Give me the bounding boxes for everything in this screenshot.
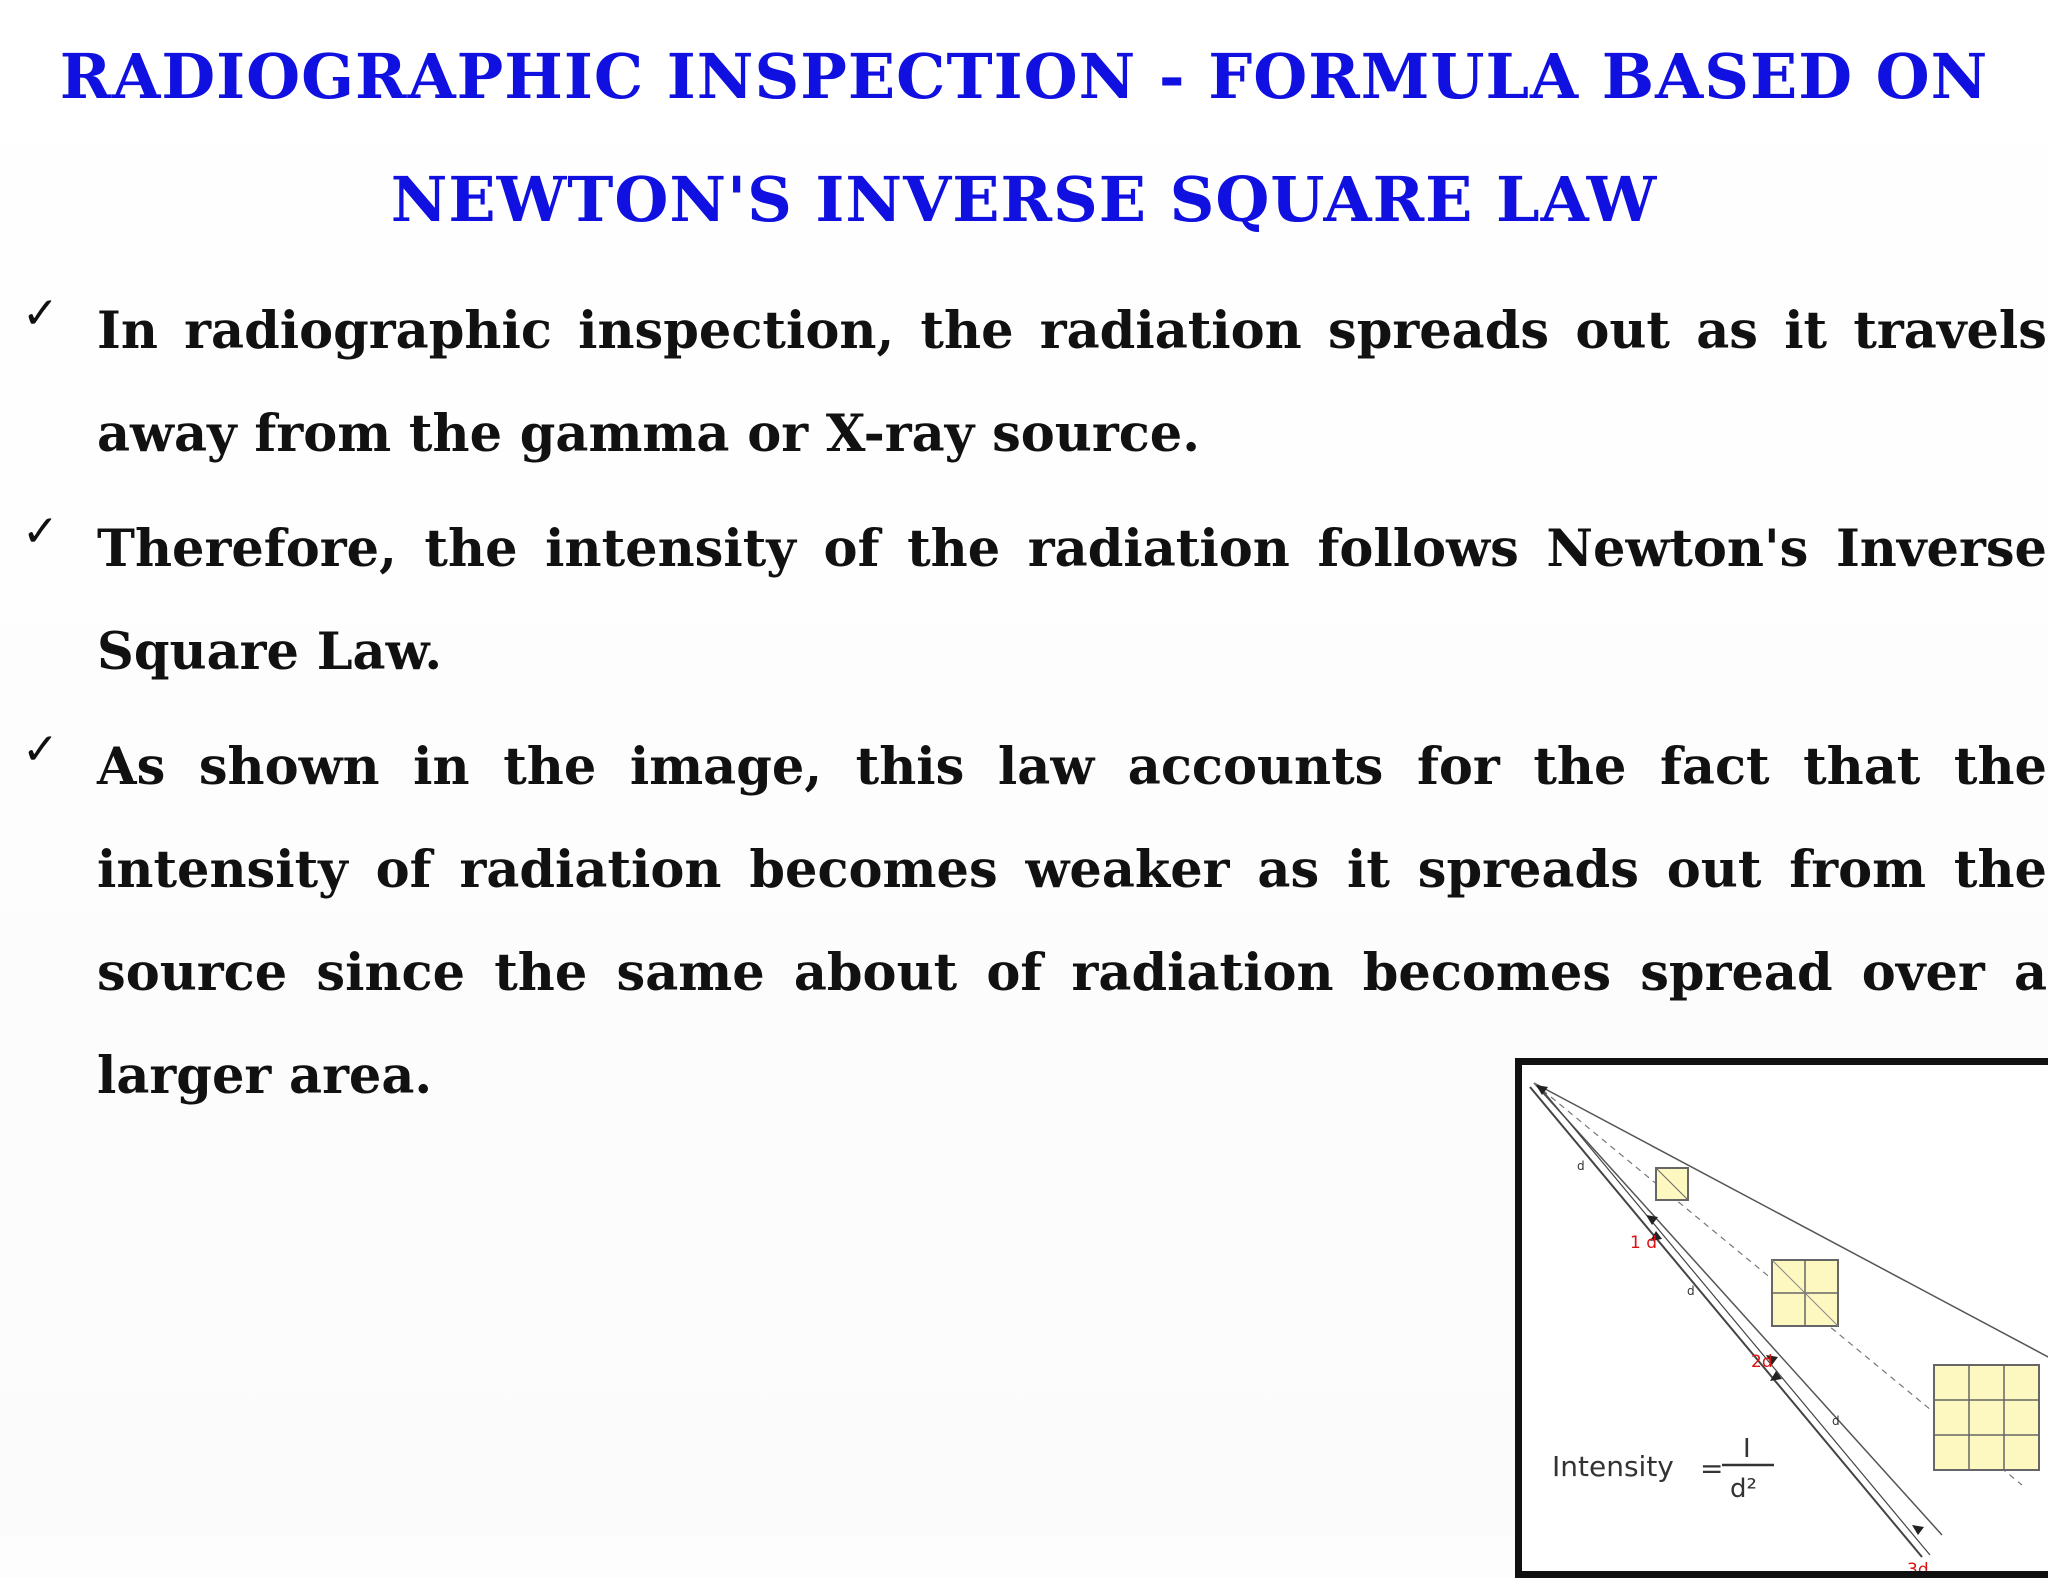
bullet-text: As shown in the image, this law accounts for the fact that the intensity of radiation becomes weaker as it spreads out from the source since the same about of radiation becomes spread over a larger area. [97,737,2047,1106]
inverse-square-law-diagram [1515,1058,2048,1578]
beam-upper-line [1534,1083,2048,1375]
area-square-1d [1656,1168,1688,1200]
formula-lhs: Intensity [1552,1450,1674,1483]
checkmark-icon: ✓ [22,506,59,557]
checkmark-icon: ✓ [22,724,59,775]
distance-label: d [1577,1159,1585,1173]
intensity-formula [1552,1434,1774,1504]
slide-title-line-1: RADIOGRAPHIC INSPECTION - FORMULA BASED ON [59,40,1989,113]
formula-equals: = [1700,1452,1724,1485]
slide-title-line-2: NEWTON'S INVERSE SQUARE LAW [390,163,1658,236]
diagram-svg [1522,1065,2048,1578]
bullet-text: In radiographic inspection, the radiation spreads out as it travels away from the gamma or X-ray source. [97,301,2047,464]
distance-label: d [1832,1414,1840,1428]
formula-numerator: I [1743,1434,1751,1464]
marker-label-2d: 2d [1751,1352,1773,1372]
distance-axis [1530,1087,1922,1557]
area-square-2d [1772,1260,1838,1326]
formula-denominator: d² [1730,1474,1757,1504]
area-square-3d [1934,1365,2039,1470]
checkmark-icon: ✓ [22,288,59,339]
marker-label-3d: 3d [1907,1560,1929,1578]
bullet-text: Therefore, the intensity of the radiation follows Newton's Inverse Square Law. [97,519,2047,682]
marker-label-1d: 1 d [1630,1233,1658,1253]
distance-label: d [1687,1284,1695,1298]
